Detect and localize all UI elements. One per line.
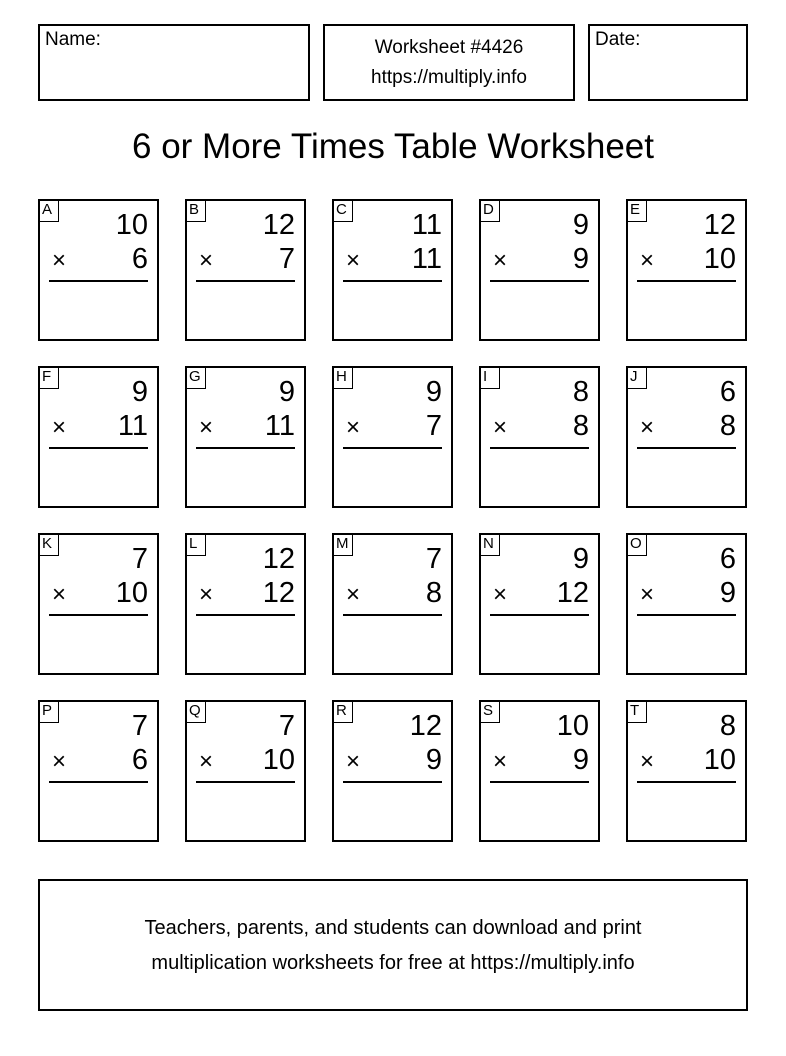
problem-card[interactable] [38,700,159,842]
answer-line [49,280,148,282]
answer-line [637,781,736,783]
multiplier: 8 [719,410,736,442]
answer-line [490,614,589,616]
problem-label: C [333,200,353,222]
problem-label: J [627,367,647,389]
worksheet-url: https://multiply.info [371,67,527,88]
answer-line [490,280,589,282]
times-sign: × [52,414,67,441]
answer-line [343,280,442,282]
problem-card[interactable] [38,533,159,675]
footer-line-2: multiplication worksheets for free at https://multiply.info [151,952,635,974]
multiplier: 10 [262,744,295,776]
problem-card[interactable] [626,700,747,842]
name-label: Name: [45,29,101,50]
times-sign: × [52,581,67,608]
problem-card[interactable] [626,366,747,508]
answer-line [49,614,148,616]
footer-box [38,879,748,1011]
problem-label: K [39,534,59,556]
times-sign: × [346,748,361,775]
times-sign: × [199,247,214,274]
multiplier: 9 [719,577,736,609]
multiplier: 10 [703,744,736,776]
answer-line [343,614,442,616]
problem-card[interactable] [479,700,600,842]
times-sign: × [640,748,655,775]
times-sign: × [493,581,508,608]
problem-card[interactable] [626,199,747,341]
multiplicand: 12 [409,710,442,742]
multiplicand: 9 [425,376,442,408]
multiplicand: 6 [719,543,736,575]
multiplicand: 9 [572,209,589,241]
problem-card[interactable] [185,199,306,341]
problem-label: R [333,701,353,723]
times-sign: × [52,748,67,775]
times-sign: × [199,414,214,441]
multiplier: 7 [278,243,295,275]
times-sign: × [346,581,361,608]
problem-card[interactable] [332,533,453,675]
times-sign: × [52,247,67,274]
problem-card[interactable] [479,199,600,341]
problem-card[interactable] [332,700,453,842]
problem-label: P [39,701,59,723]
multiplicand: 12 [703,209,736,241]
problem-label: S [480,701,500,723]
problem-card[interactable] [185,366,306,508]
problem-label: A [39,200,59,222]
multiplier: 10 [703,243,736,275]
multiplicand: 6 [719,376,736,408]
multiplicand: 9 [131,376,148,408]
times-sign: × [493,414,508,441]
worksheet-number: Worksheet #4426 [374,37,524,58]
answer-line [637,614,736,616]
multiplicand: 9 [572,543,589,575]
multiplier: 11 [264,410,295,442]
multiplier: 6 [131,243,148,275]
problem-label: I [480,367,500,389]
answer-line [196,781,295,783]
problem-card[interactable] [38,366,159,508]
answer-line [196,614,295,616]
multiplicand: 7 [131,543,148,575]
problem-label: Q [186,701,206,723]
answer-line [49,781,148,783]
footer-line-1: Teachers, parents, and students can download and print [144,917,642,939]
date-label: Date: [595,29,641,50]
problem-label: L [186,534,206,556]
problem-label: M [333,534,353,556]
multiplier: 9 [425,744,442,776]
multiplier: 8 [425,577,442,609]
multiplicand: 8 [719,710,736,742]
times-sign: × [640,247,655,274]
multiplier: 8 [572,410,589,442]
multiplier: 11 [117,410,148,442]
problem-label: B [186,200,206,222]
answer-line [637,280,736,282]
problem-label: F [39,367,59,389]
problem-card[interactable] [626,533,747,675]
problem-card[interactable] [479,533,600,675]
answer-line [49,447,148,449]
times-sign: × [199,581,214,608]
multiplier: 9 [572,744,589,776]
problem-label: N [480,534,500,556]
problem-label: D [480,200,500,222]
multiplicand: 12 [262,209,295,241]
multiplier: 11 [411,243,442,275]
multiplicand: 8 [572,376,589,408]
problem-label: E [627,200,647,222]
problem-card[interactable] [185,533,306,675]
times-sign: × [346,247,361,274]
multiplier: 9 [572,243,589,275]
answer-line [490,447,589,449]
answer-line [490,781,589,783]
problem-card[interactable] [185,700,306,842]
multiplicand: 11 [411,209,442,241]
problem-label: H [333,367,353,389]
multiplier: 12 [262,577,295,609]
problem-card[interactable] [479,366,600,508]
multiplier: 10 [115,577,148,609]
multiplier: 12 [556,577,589,609]
times-sign: × [640,414,655,441]
answer-line [637,447,736,449]
times-sign: × [640,581,655,608]
multiplicand: 7 [131,710,148,742]
problem-label: G [186,367,206,389]
times-sign: × [493,748,508,775]
multiplier: 7 [425,410,442,442]
answer-line [196,447,295,449]
problem-label: T [627,701,647,723]
multiplicand: 12 [262,543,295,575]
multiplicand: 9 [278,376,295,408]
multiplicand: 10 [556,710,589,742]
times-sign: × [199,748,214,775]
answer-line [343,447,442,449]
times-sign: × [493,247,508,274]
page-title: 6 or More Times Table Worksheet [132,127,654,166]
times-sign: × [346,414,361,441]
problem-card[interactable] [332,199,453,341]
problem-card[interactable] [38,199,159,341]
problem-card[interactable] [332,366,453,508]
problem-label: O [627,534,647,556]
multiplier: 6 [131,744,148,776]
answer-line [343,781,442,783]
multiplicand: 7 [278,710,295,742]
answer-line [196,280,295,282]
multiplicand: 7 [425,543,442,575]
multiplicand: 10 [115,209,148,241]
